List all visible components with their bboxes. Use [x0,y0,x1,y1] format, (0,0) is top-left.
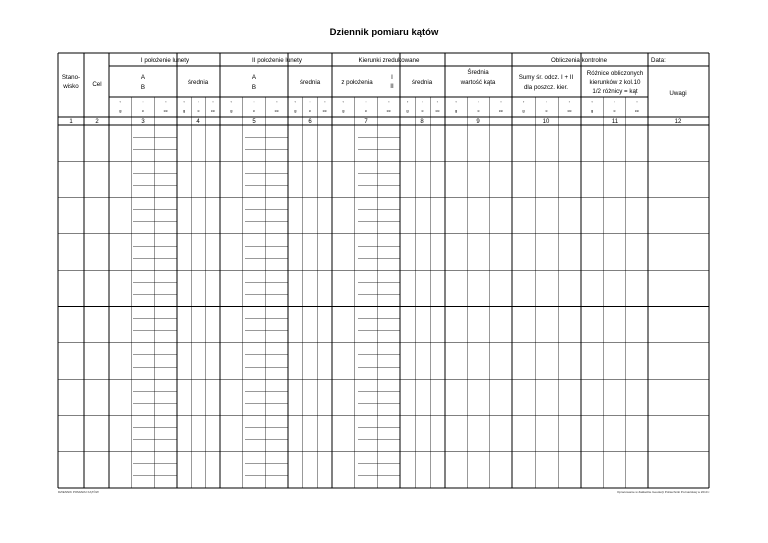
unit-symbol: ° [230,100,233,105]
header-sumy: dla poszcz. kier. [523,84,569,91]
unit-symbol: ° [119,100,122,105]
unit-symbol: cc [210,108,215,113]
header-a: A [251,74,257,81]
unit-symbol: cc [567,108,572,113]
unit-symbol: g [406,108,409,113]
unit-symbol: ' [478,100,479,105]
unit-symbol: c [309,108,311,113]
unit-symbol: c [365,108,367,113]
header-roman-ii: II [390,83,394,90]
unit-symbol: c [421,108,424,113]
header-sumy: Sumy śr. odcz. I + II [518,74,574,81]
unit-symbol: " [275,100,278,105]
header-obliczenia: Obliczenia kontrolne [550,57,608,64]
header-stanowisko: Stano- [61,74,81,81]
unit-symbol: g [230,108,233,113]
unit-symbol: c [613,108,616,113]
unit-symbol: cc [386,108,391,113]
unit-symbol: g [183,108,186,113]
unit-symbol: " [436,100,439,105]
header-srednia: średnia [299,79,321,86]
header-roman-i: I [391,74,393,81]
unit-symbol: " [387,100,390,105]
column-number: 4 [196,119,200,125]
column-number: 6 [308,119,312,125]
header-i-polozenie: I położenie lunety [140,57,190,64]
footer-right: Opracowanie w Zakładzie Geodezji Politechniki Poznańskiej w 2010 r. [616,490,710,494]
unit-symbol: ' [422,100,423,105]
column-number: 2 [95,119,99,125]
unit-symbol: ' [365,100,367,105]
header-roznice: 1/2 różnicy = kąt [592,88,638,95]
unit-symbol: ° [406,100,409,105]
header-srednia-wartosc: Średnia [467,69,489,76]
unit-symbol: cc [498,108,503,113]
unit-symbol: ' [546,100,547,105]
unit-symbol: g [119,108,122,113]
column-number: 5 [252,119,256,125]
header-a: A [140,74,146,81]
unit-symbol: ' [309,100,311,105]
unit-symbol: cc [274,108,279,113]
column-number: 11 [611,119,619,125]
header-cel: Cel [92,81,102,88]
header-srednia: średnia [187,79,209,86]
unit-symbol: c [477,108,480,113]
unit-symbol: c [142,108,144,113]
page-title: Dziennik pomiaru kątów [329,27,439,38]
unit-symbol: ' [614,100,615,105]
unit-symbol: g [455,108,458,113]
header-z-polozenia: z położenia [341,79,373,86]
unit-symbol: " [323,100,326,105]
header-stanowisko: wisko [63,83,79,90]
unit-symbol: ' [198,100,199,105]
header-uwagi: Uwagi [669,90,687,97]
column-number: 8 [420,119,424,125]
header-kierunki: Kierunki zredukowane [358,57,420,64]
unit-symbol: ° [455,100,457,105]
unit-symbol: ° [522,100,525,105]
unit-symbol: c [197,108,200,113]
header-srednia: średnia [411,79,433,86]
header-roznice: Różnice obliczonych [586,70,644,77]
unit-symbol: ° [294,100,297,105]
column-number: 1 [69,119,73,125]
unit-symbol: g [522,108,525,113]
unit-symbol: g [342,108,345,113]
unit-symbol: c [545,108,548,113]
header-srednia-wartosc: wartość kąta [460,79,496,86]
column-number: 7 [364,119,368,125]
unit-symbol: " [500,100,502,105]
unit-symbol: " [212,100,214,105]
column-number: 10 [542,119,550,125]
header-b: B [251,84,257,91]
footer-left: DZIENNIK POMIARU KĄTÓW [58,490,99,494]
header-data: Data: [651,57,666,64]
unit-symbol: c [253,108,255,113]
unit-symbol: ' [253,100,255,105]
header-b: B [140,84,146,91]
column-number: 3 [141,119,145,125]
unit-symbol: g [591,108,594,113]
header-roznice: kierunków z kol.10 [589,79,641,86]
header-ii-polozenie: II położenie lunety [252,57,302,64]
unit-symbol: " [164,100,167,105]
unit-symbol: " [568,100,571,105]
column-number: 12 [674,119,682,125]
unit-symbol: ° [342,100,345,105]
unit-symbol: cc [634,108,639,113]
unit-symbol: ° [183,100,185,105]
unit-symbol: cc [322,108,327,113]
column-number: 9 [476,119,480,125]
unit-symbol: ° [591,100,593,105]
unit-symbol: ' [142,100,144,105]
unit-symbol: g [294,108,297,113]
unit-symbol: cc [163,108,168,113]
unit-symbol: " [636,100,638,105]
unit-symbol: cc [435,108,440,113]
